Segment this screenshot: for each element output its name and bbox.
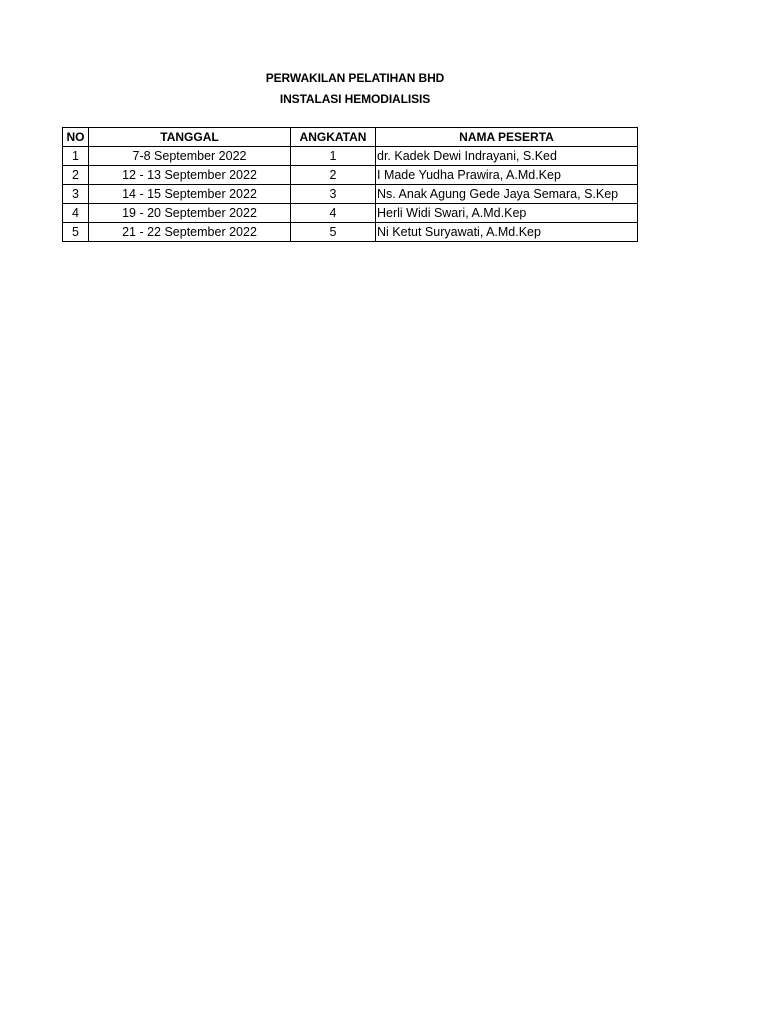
cell-angkatan: 1: [291, 147, 376, 166]
cell-no: 5: [63, 223, 89, 242]
cell-tanggal: 14 - 15 September 2022: [89, 185, 291, 204]
cell-nama: I Made Yudha Prawira, A.Md.Kep: [376, 166, 638, 185]
header-no: NO: [63, 128, 89, 147]
table-row: [63, 185, 638, 204]
header-tanggal: TANGGAL: [89, 128, 291, 147]
cell-no: 3: [63, 185, 89, 204]
cell-nama: Herli Widi Swari, A.Md.Kep: [376, 204, 638, 223]
header-nama-peserta: NAMA PESERTA: [376, 128, 638, 147]
cell-tanggal: 7-8 September 2022: [89, 147, 291, 166]
cell-no: 4: [63, 204, 89, 223]
participant-table: [62, 127, 638, 242]
cell-angkatan: 5: [291, 223, 376, 242]
cell-no: 2: [63, 166, 89, 185]
cell-nama: dr. Kadek Dewi Indrayani, S.Ked: [376, 147, 638, 166]
document-title: PERWAKILAN PELATIHAN BHD: [265, 71, 445, 85]
table-row: [63, 204, 638, 223]
cell-tanggal: 21 - 22 September 2022: [89, 223, 291, 242]
table-row: [63, 166, 638, 185]
cell-no: 1: [63, 147, 89, 166]
cell-angkatan: 2: [291, 166, 376, 185]
cell-nama: Ni Ketut Suryawati, A.Md.Kep: [376, 223, 638, 242]
table-header-row: [63, 128, 638, 147]
cell-nama: Ns. Anak Agung Gede Jaya Semara, S.Kep: [376, 185, 638, 204]
header-angkatan: ANGKATAN: [291, 128, 376, 147]
cell-tanggal: 12 - 13 September 2022: [89, 166, 291, 185]
table-row: [63, 223, 638, 242]
table-row: [63, 147, 638, 166]
document-subtitle: INSTALASI HEMODIALISIS: [279, 92, 431, 106]
cell-tanggal: 19 - 20 September 2022: [89, 204, 291, 223]
cell-angkatan: 4: [291, 204, 376, 223]
cell-angkatan: 3: [291, 185, 376, 204]
